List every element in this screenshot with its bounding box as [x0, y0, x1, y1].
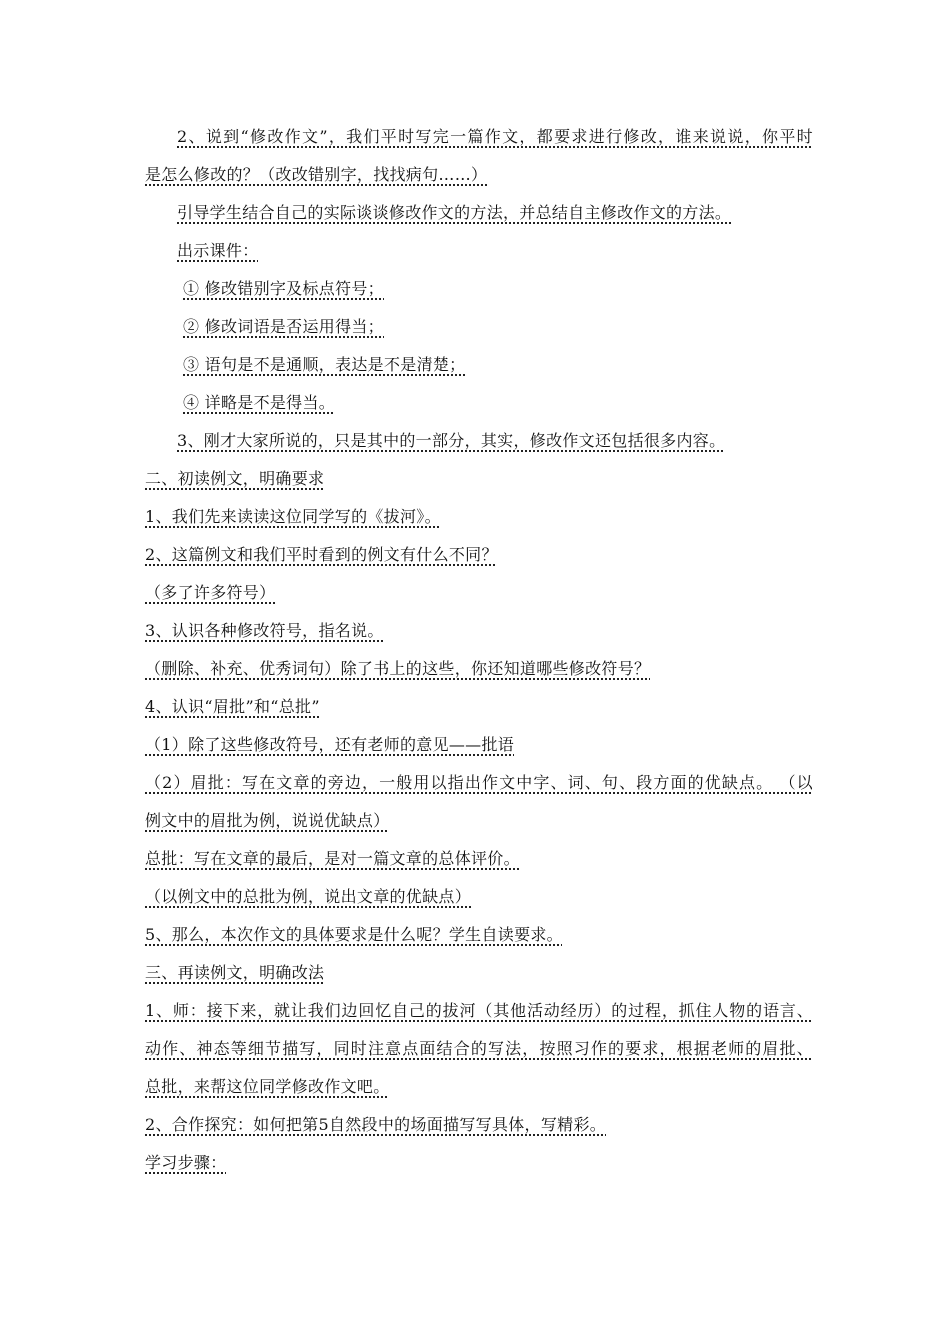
list-item: ③ 语句是不是通顺，表达是不是清楚； [183, 355, 466, 374]
paragraph-line: 2、说到“修改作文”，我们平时写完一篇作文，都要求进行修改，谁来说说，你平时 [177, 127, 813, 146]
paragraph-line: 2、这篇例文和我们平时看到的例文有什么不同？ [145, 545, 498, 564]
paragraph-line: （2）眉批：写在文章的旁边，一般用以指出作文中字、词、句、段方面的优缺点。 （以 [145, 773, 813, 792]
list-item: ① 修改错别字及标点符号； [183, 279, 384, 298]
paragraph-line: 学习步骤： [145, 1153, 227, 1172]
paragraph-line: 3、刚才大家所说的，只是其中的一部分，其实，修改作文还包括很多内容。 [177, 431, 726, 450]
list-item: ④ 详略是不是得当。 [183, 393, 336, 412]
section-heading: 二、初读例文，明确要求 [145, 469, 325, 488]
paragraph-line: 3、认识各种修改符号，指名说。 [145, 621, 384, 640]
paragraph-line: 出示课件： [177, 241, 259, 260]
paragraph-line: 4、认识“眉批”和“总批” [145, 697, 320, 716]
paragraph-line: （1）除了这些修改符号，还有老师的意见——批语 [145, 735, 515, 754]
list-item: ② 修改词语是否运用得当； [183, 317, 384, 336]
paragraph-line: 2、合作探究：如何把第5自然段中的场面描写写具体，写精彩。 [145, 1115, 607, 1134]
paragraph-line: 是怎么修改的？（改改错别字，找找病句……） [145, 165, 488, 184]
paragraph-line: 例文中的眉批为例，说说优缺点） [145, 811, 390, 830]
paragraph-line: 动作、神态等细节描写，同时注意点面结合的写法，按照习作的要求，根据老师的眉批、 [145, 1039, 813, 1058]
paragraph-line: 1、我们先来读读这位同学写的《拔河》。 [145, 507, 441, 526]
paragraph-line: （删除、补充、优秀词句）除了书上的这些，你还知道哪些修改符号？ [145, 659, 651, 678]
paragraph-line: 总批：写在文章的最后，是对一篇文章的总体评价。 [145, 849, 520, 868]
paragraph-line: 1、师：接下来，就让我们边回忆自己的拔河（其他活动经历）的过程，抓住人物的语言、 [145, 1001, 813, 1020]
paragraph-line: （多了许多符号） [145, 583, 276, 602]
section-heading: 三、再读例文，明确改法 [145, 963, 325, 982]
paragraph-line: 5、那么，本次作文的具体要求是什么呢？学生自读要求。 [145, 925, 563, 944]
paragraph-line: 总批，来帮这位同学修改作文吧。 [145, 1077, 390, 1096]
paragraph-line: 引导学生结合自己的实际谈谈修改作文的方法，并总结自主修改作文的方法。 [177, 203, 732, 222]
paragraph-line: （以例文中的总批为例，说出文章的优缺点） [145, 887, 472, 906]
lesson-plan-body [145, 118, 813, 1182]
